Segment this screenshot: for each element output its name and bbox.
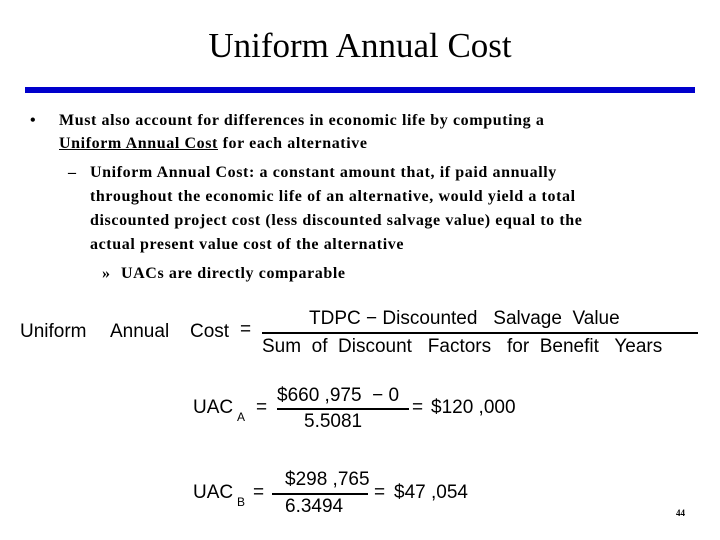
formula-equals: = [240,319,252,340]
uac-a-denominator: 5.5081 [304,411,363,432]
uac-b-equals: = [253,482,265,503]
uac-b-subscript: B [237,495,246,509]
bullet-marker: • [30,112,36,129]
formula-denominator: Sum of Discount Factors for Benefit Years [262,336,663,357]
title-divider [25,87,695,93]
bullet-2-line-3: discounted project cost (less discounted salvage value) equal to the [90,212,583,229]
uac-a-equals: = [256,397,268,418]
uac-b-result: $47 ,054 [394,482,468,503]
uac-b-fraction-bar [272,493,368,495]
bullet-3-text: UACs are directly comparable [121,265,346,282]
bullet-1-line-1: Must also account for differences in economic life by computing a [59,112,545,129]
bullet-1-line-2 [59,131,368,156]
chevron-marker: » [102,265,110,282]
uac-a-numerator: $660 ,975 − 0 [277,385,400,406]
uac-a-result-equals: = [412,397,424,418]
uac-a-subscript: A [237,410,246,424]
uac-b-numerator: $298 ,765 [285,469,370,490]
page-number: 44 [676,508,685,518]
bullet-2-line-2: throughout the economic life of an alternative, would yield a total [90,188,576,205]
dash-marker: – [68,164,76,181]
slide-title: Uniform Annual Cost [208,26,512,65]
uac-a-result: $120 ,000 [431,397,516,418]
uac-a-fraction-bar [277,408,409,410]
bullet-2-line-1: Uniform Annual Cost: a constant amount that, if paid annually [90,164,557,181]
fraction-bar [262,332,698,334]
uac-b-denominator: 6.3494 [285,496,344,517]
formula-numerator: TDPC − Discounted Salvage Value [309,308,620,329]
formula-lhs-cost: Cost [190,321,230,342]
bullet-1-line-2-rest: for each alternative [217,135,368,152]
bullet-2-line-4: actual present value cost of the alternative [90,236,405,253]
uac-b-label: UAC [193,482,234,503]
uac-b-result-equals: = [374,482,386,503]
formula-lhs-uniform: Uniform [20,321,87,342]
underlined-term: Uniform Annual Cost [59,135,218,152]
uac-a-label: UAC [193,397,234,418]
formula-lhs-annual: Annual [110,321,170,342]
